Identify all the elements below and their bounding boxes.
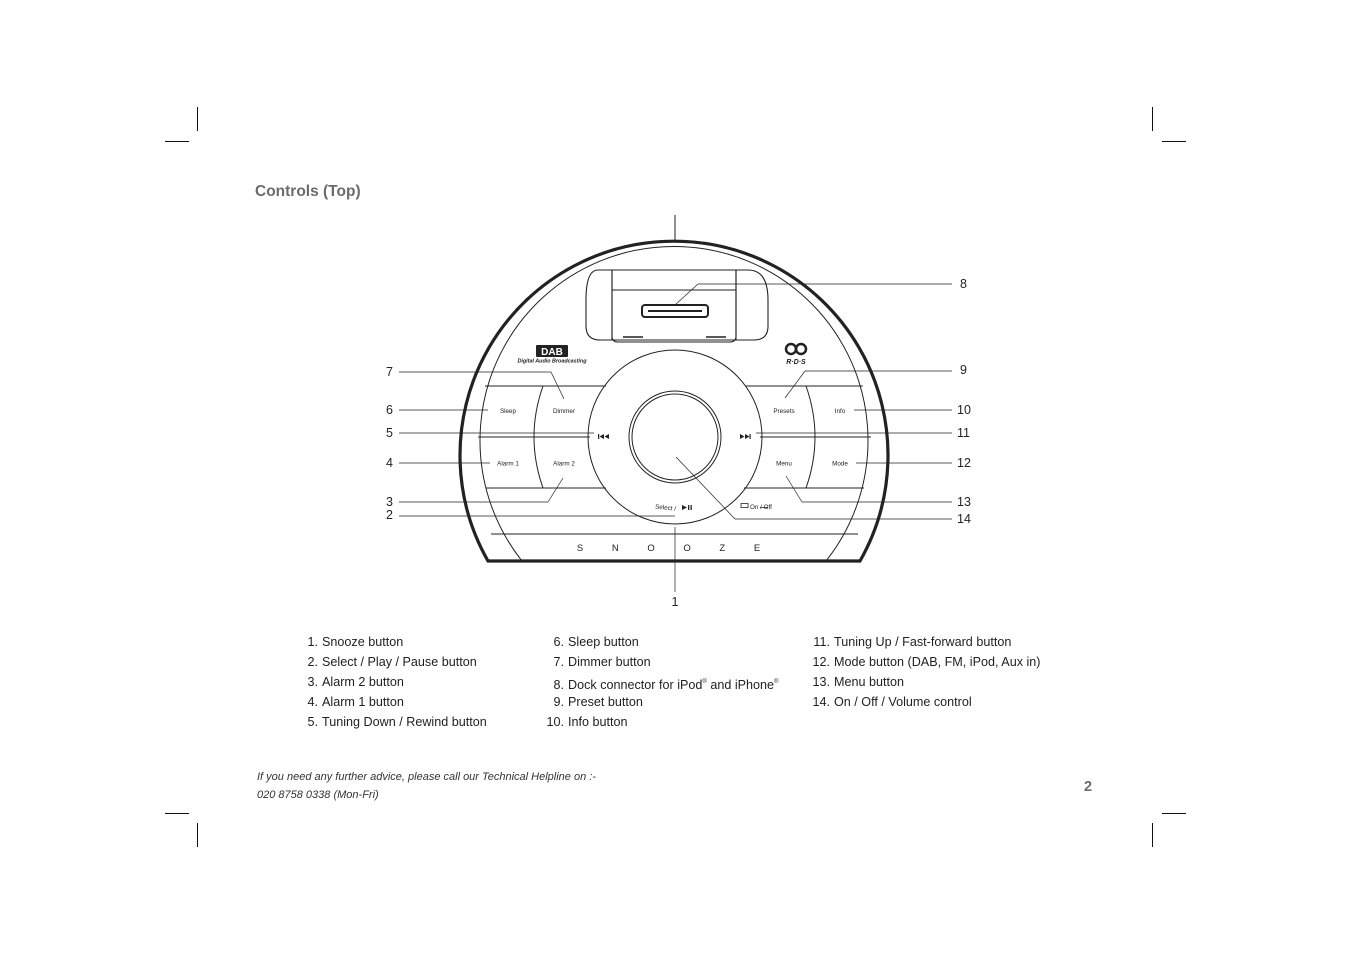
callout-8: 8 (960, 277, 967, 291)
snooze-button[interactable]: S N O O Z E (576, 543, 774, 554)
legend-item: 2. Select / Play / Pause button (307, 655, 477, 669)
legend-item: 14. On / Off / Volume control (812, 695, 972, 709)
legend-item: 11. Tuning Up / Fast-forward button (813, 635, 1012, 649)
sleep-button[interactable]: Sleep (499, 408, 517, 415)
callout-3: 3 (386, 495, 393, 509)
legend-column-1 (290, 632, 487, 732)
helpline-text: If you need any further advice, please call our Technical Helpline on :- (257, 771, 596, 783)
rds-logo (786, 344, 806, 366)
legend-column-3 (800, 632, 1041, 712)
select-label: Select / (654, 503, 677, 513)
helpline-phone: 020 8758 0338 (Mon-Fri) (257, 789, 379, 801)
legend-item: 12. Mode button (DAB, FM, iPod, Aux in) (812, 655, 1041, 669)
info-button[interactable]: Info (834, 408, 846, 415)
alarm1-button[interactable]: Alarm 1 (497, 460, 519, 468)
helpline-footer (257, 768, 596, 804)
legend-item: 5. Tuning Down / Rewind button (307, 715, 487, 729)
crop-mark (1162, 813, 1186, 814)
callout-2: 2 (386, 508, 393, 522)
dab-logo-text: DAB (541, 347, 563, 358)
legend-item: 13. Menu button (812, 675, 905, 689)
legend-column-2 (535, 632, 778, 732)
rds-logo-text: R·D·S (786, 359, 806, 366)
crop-mark (165, 141, 189, 142)
page-number: 2 (1084, 779, 1093, 795)
callout-5: 5 (386, 426, 393, 440)
callout-7: 7 (386, 365, 393, 379)
callout-14: 14 (957, 512, 971, 526)
rewind-icon[interactable] (598, 434, 609, 439)
callout-6: 6 (386, 403, 393, 417)
presets-button[interactable]: Presets (773, 408, 795, 415)
callout-1: 1 (671, 595, 679, 609)
legend-item: 7. Dimmer button (553, 655, 651, 669)
callout-10: 10 (957, 403, 971, 417)
callout-9: 9 (960, 363, 967, 377)
fast-forward-icon[interactable] (740, 434, 751, 439)
page-title: Controls (Top) (255, 183, 361, 200)
volume-dial (629, 391, 721, 483)
crop-mark (1152, 823, 1153, 847)
menu-button[interactable]: Menu (776, 460, 792, 468)
callout-4: 4 (386, 456, 393, 470)
crop-mark (1162, 141, 1186, 142)
legend-item: 4. Alarm 1 button (307, 695, 404, 709)
navigation-ring (588, 350, 762, 524)
legend-item: 10. Info button (546, 715, 628, 729)
crop-mark (197, 107, 198, 131)
legend-item: 8. Dock connector for iPod® and iPhone® (553, 678, 779, 692)
dab-logo (518, 345, 588, 365)
callout-12: 12 (957, 456, 971, 470)
crop-mark (197, 823, 198, 847)
callout-11: 11 (957, 426, 970, 440)
legend-item: 6. Sleep button (553, 635, 639, 649)
crop-mark (1152, 107, 1153, 131)
on-off-button[interactable] (741, 504, 772, 512)
dab-logo-subtitle: Digital Audio Broadcasting (517, 358, 587, 365)
crop-mark (165, 813, 189, 814)
callout-13: 13 (957, 495, 971, 509)
alarm2-button[interactable]: Alarm 2 (553, 460, 575, 468)
ipod-dock (586, 270, 768, 342)
controls-diagram (370, 205, 990, 615)
mode-button[interactable]: Mode (832, 460, 848, 468)
dimmer-button[interactable]: Dimmer (552, 408, 576, 415)
legend-item: 3. Alarm 2 button (307, 675, 404, 689)
device-outer-shell (460, 241, 888, 561)
legend-item: 1. Snooze button (307, 635, 404, 649)
play-pause-icon (682, 505, 692, 510)
legend-item: 9. Preset button (553, 695, 643, 709)
select-play-pause-button[interactable] (655, 504, 692, 513)
on-off-label: On / Off (750, 504, 772, 511)
